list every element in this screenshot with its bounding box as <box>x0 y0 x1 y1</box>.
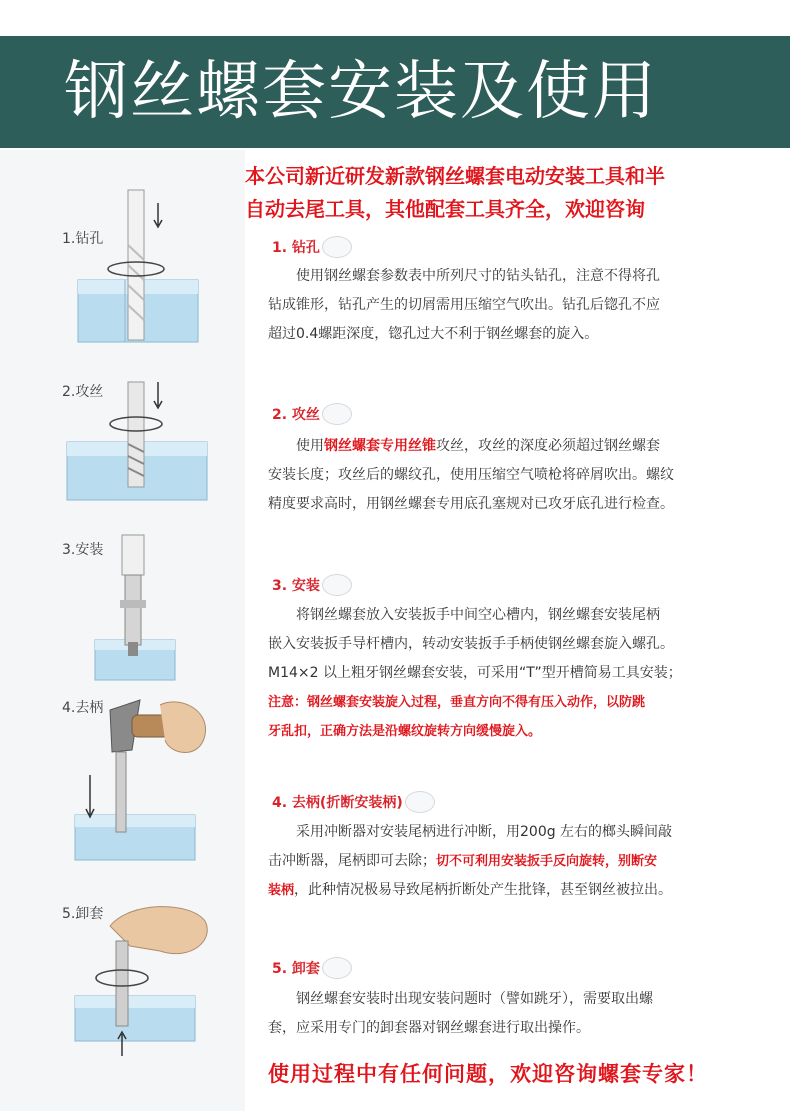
section-title: 3. 安装 <box>272 578 320 594</box>
body-line: 安装长度；攻丝后的螺纹孔，使用压缩空气喷枪将碎屑吹出。螺纹 <box>268 467 674 483</box>
footer-call-to-action: 使用过程中有任何问题，欢迎咨询螺套专家！ <box>268 1062 708 1086</box>
tapping-illustration <box>62 372 212 512</box>
heading-tab-icon <box>322 574 352 596</box>
install-illustration <box>90 530 180 685</box>
text-run: 使用 <box>296 438 324 454</box>
section-body-tap <box>268 432 783 519</box>
body-line: 采用冲断器对安装尾柄进行冲断，用200g 左右的榔头瞬间敲 <box>296 824 673 840</box>
step-label-tap: 2.攻丝 <box>62 384 104 400</box>
body-line <box>268 876 783 905</box>
section-heading-install <box>272 574 352 596</box>
step-label-install: 3.安装 <box>62 542 104 558</box>
section-title: 1. 钻孔 <box>272 240 320 256</box>
extract-illustration <box>70 896 220 1061</box>
section-heading-drill <box>272 236 352 258</box>
section-body-install <box>268 601 783 746</box>
body-line: 使用钢丝螺套参数表中所列尺寸的钻头钻孔，注意不得将孔 <box>296 268 660 284</box>
heading-tab-icon <box>322 957 352 979</box>
section-title: 4. 去柄(折断安装柄) <box>272 795 403 811</box>
heading-tab-icon <box>322 236 352 258</box>
heading-tab-icon <box>322 403 352 425</box>
body-line: 将钢丝螺套放入安装扳手中间空心槽内，钢丝螺套安装尾柄 <box>296 607 660 623</box>
warning-line: 注意：钢丝螺套安装旋入过程，垂直方向不得有压入动作，以防跳 <box>268 695 646 710</box>
step-label-remove-tang: 4.去柄 <box>62 700 104 716</box>
body-line <box>268 432 783 461</box>
body-line: 精度要求高时，用钢丝螺套专用底孔塞规对已攻牙底孔进行检查。 <box>268 496 674 512</box>
highlight-text: 装柄 <box>268 883 295 898</box>
section-heading-remove-tang <box>272 791 435 813</box>
section-body-drill <box>268 262 783 349</box>
section-body-remove-tang <box>268 818 783 905</box>
body-line: 超过0.4螺距深度，锪孔过大不利于钢丝螺套的旋入。 <box>268 326 599 342</box>
body-line: M14×2 以上粗牙钢丝螺套安装，可采用“T”型开槽简易工具安装； <box>268 665 682 681</box>
body-line <box>268 847 783 876</box>
highlight-text: 钢丝螺套专用丝锥 <box>324 438 436 454</box>
heading-tab-icon <box>405 791 435 813</box>
body-line: 钻成锥形，钻孔产生的切屑需用压缩空气吹出。钻孔后锪孔不应 <box>268 297 660 313</box>
warning-line: 牙乱扣，正确方法是沿螺纹旋转方向缓慢旋入。 <box>268 724 542 739</box>
body-line: 套，应采用专门的卸套器对钢丝螺套进行取出操作。 <box>268 1020 590 1036</box>
text-run: 击冲断器，尾柄即可去除； <box>268 853 436 869</box>
drilling-illustration <box>70 185 210 355</box>
page-title: 钢丝螺套安装及使用 <box>64 55 658 129</box>
text-run: 攻丝，攻丝的深度必须超过钢丝螺套 <box>436 438 660 454</box>
body-line: 钢丝螺套安装时出现安装问题时（譬如跳牙），需要取出螺 <box>296 991 653 1007</box>
step-label-drill: 1.钻孔 <box>62 231 104 247</box>
section-heading-tap <box>272 403 352 425</box>
tang-removal-illustration <box>70 690 220 870</box>
section-title: 5. 卸套 <box>272 961 320 977</box>
highlight-text: 切不可利用安装扳手反向旋转，别断安 <box>436 854 658 869</box>
section-heading-extract <box>272 957 352 979</box>
section-body-extract <box>268 985 783 1043</box>
intro-line-2: 自动去尾工具，其他配套工具齐全，欢迎咨询 <box>245 197 645 221</box>
text-run: ，此种情况极易导致尾柄折断处产生批锋，甚至钢丝被拉出。 <box>294 882 673 898</box>
section-title: 2. 攻丝 <box>272 407 320 423</box>
body-line: 嵌入安装扳手导杆槽内，转动安装扳手手柄使钢丝螺套旋入螺孔。 <box>268 636 674 652</box>
step-label-extract: 5.卸套 <box>62 906 104 922</box>
intro-line-1: 本公司新近研发新款钢丝螺套电动安装工具和半 <box>245 164 665 188</box>
